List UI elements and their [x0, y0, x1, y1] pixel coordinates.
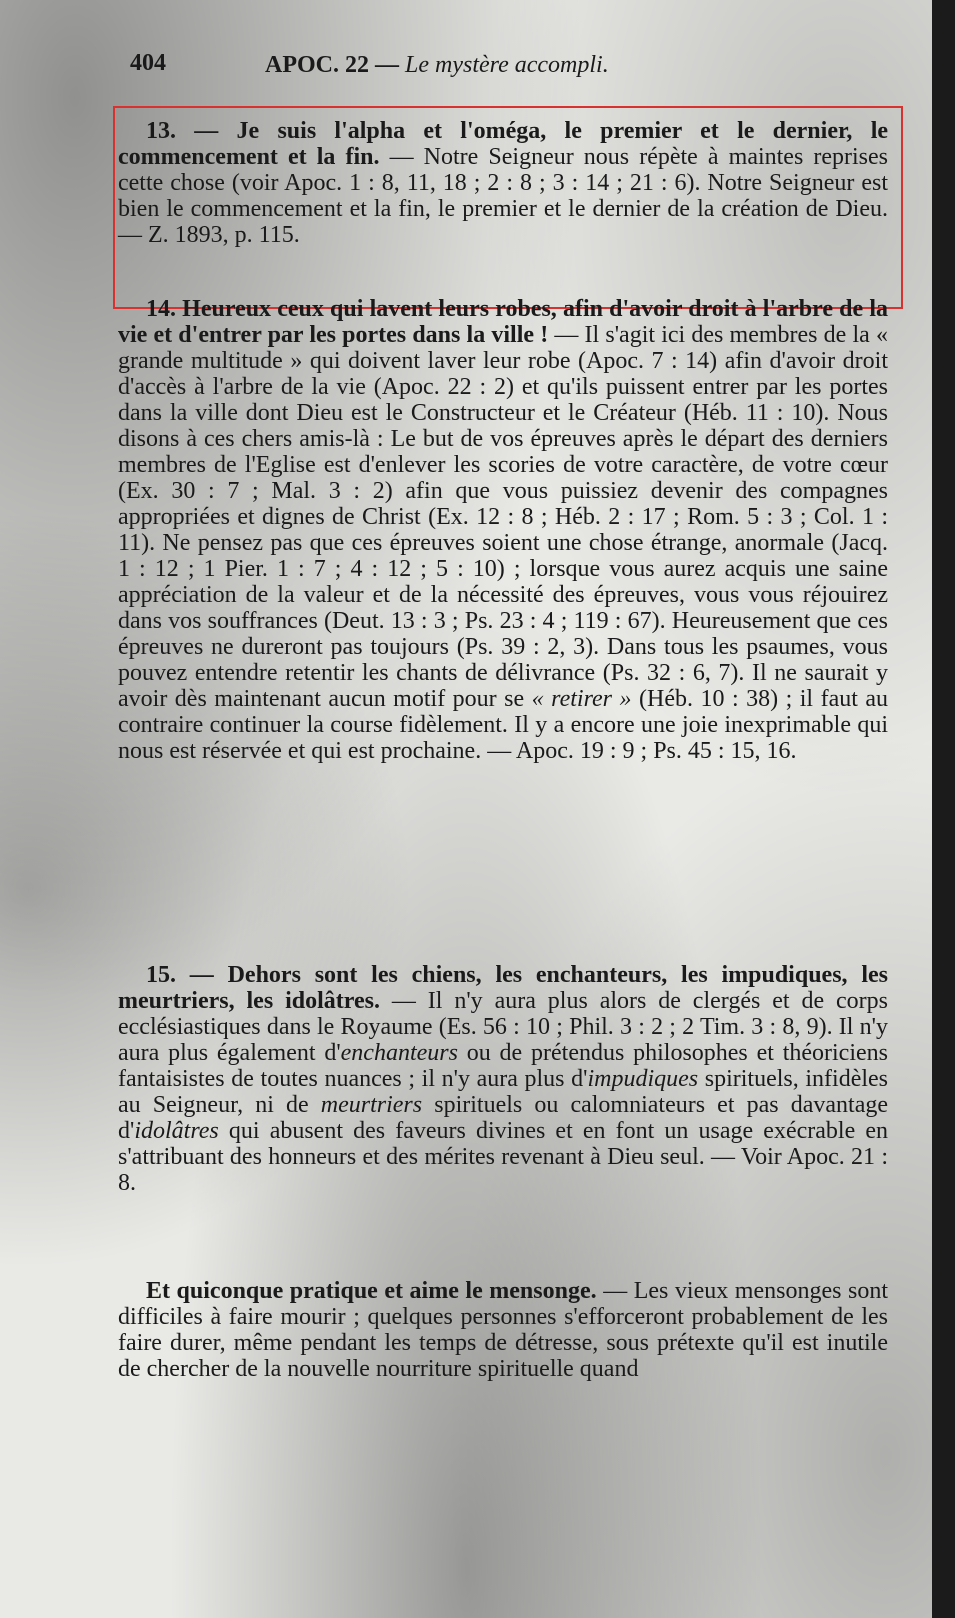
verse-13-heading: — Je suis l'alpha et l'oméga, le premier et le dernier, le commencement et la fin.	[118, 118, 889, 170]
verse-15-heading: — Dehors sont les chiens, les enchanteurs, les impudiques, les meurtriers, les idolâtres.	[118, 962, 888, 1014]
running-head-title: Le mystère accompli.	[405, 52, 609, 78]
running-head-chapter: APOC. 22 —	[265, 52, 399, 78]
final-text: — Les vieux mensonges sont difficiles à faire mourir ; quelques personnes s'efforceront probablement de les faire durer, même pendant les temps de détresse, sous prétexte qu'il est inutile de chercher de la nouvelle nourriture spirituelle quand	[118, 1278, 889, 1382]
verse-13-number: 13.	[146, 118, 176, 144]
page-header	[130, 50, 872, 90]
verse-14-number: 14.	[146, 296, 176, 322]
final-heading: Et quiconque pratique et aime le mensonge.	[146, 1278, 597, 1304]
verse-13-paragraph	[118, 118, 888, 248]
verse-15-text-2: ou de prétendus philosophes et théoriciens fantaisistes de toutes nuances ; il n'y aura plus d'	[118, 1040, 888, 1092]
verse-14-paragraph	[118, 296, 888, 764]
verse-15-enchanteurs: enchanteurs	[340, 1040, 458, 1066]
verse-15-number: 15.	[146, 962, 176, 988]
verse-15-paragraph	[118, 962, 888, 1196]
verse-15-text-1: — Il n'y aura plus alors de clergés et de corps ecclésiastiques dans le Royaume (Es. 56 : 10 ; Phil. 3 : 2 ; 2 Tim. 3 : 8, 9). Il n'y aura plus également d'	[118, 988, 888, 1066]
running-head	[265, 52, 609, 79]
verse-14-heading: Heureux ceux qui lavent leurs robes, afin d'avoir droit à l'arbre de la vie et d'entrer par les portes dans la ville !	[118, 296, 888, 348]
verse-15-text-5: qui abusent des faveurs divines et en font un usage exécrable en s'attribuant des honneurs et des mérites revenant à Dieu seul. — Voir Apoc. 21 : 8.	[118, 1118, 888, 1196]
verse-13-text: — Notre Seigneur nous répète à maintes reprises cette chose (voir Apoc. 1 : 8, 11, 18 ; 2 : 8 ; 3 : 14 ; 21 : 6). Notre Seigneur est bien le commencement et la fin, le premier et le dernier de la création de Dieu. — Z. 1893, p. 115.	[118, 144, 889, 248]
verse-15-impudiques: impudiques	[587, 1066, 699, 1092]
final-paragraph	[118, 1278, 888, 1382]
verse-14-text: — Il s'agit ici des membres de la « grande multitude » qui doivent laver leur robe (Apoc. 7 : 14) afin d'avoir droit d'accès à l'arbre de la vie (Apoc. 22 : 2) et qu'ils puissent entrer par les portes dans la ville dont Dieu est le Constructeur et le Créateur (Héb. 11 : 10). Nous disons à ces chers amis-là : Le but de vos épreuves après le départ des derniers membres de l'Eglise est d'enlever les scories de votre caractère, de votre cœur (Ex. 30 : 7 ; Mal. 3 : 2) afin que vous puissiez devenir des compagnes appropriées et dignes de Christ (Ex. 12 : 8 ; Héb. 2 : 17 ; Rom. 5 : 3 ; Col. 1 : 11). Ne pensez pas que ces épreuves soient une chose étrange, anormale (Jacq. 1 : 12 ; 1 Pier. 1 : 7 ; 4 : 12 ; 5 : 10) ; lorsque vous aurez acquis une saine appréciation de la valeur et de la nécessité des épreuves, vous vous réjouirez dans vos souffrances (Deut. 13 : 3 ; Ps. 23 : 4 ; 119 : 67). Heureusement que ces épreuves ne dureront pas toujours (Ps. 39 : 2, 3). Dans tous les psaumes, vous pouvez entendre retentir les chants de délivrance (Ps. 32 : 6, 7). Il ne saurait y avoir dès maintenant aucun motif pour se	[118, 322, 889, 712]
verse-14-text-after: (Héb. 10 : 38) ; il faut au contraire continuer la course fidèlement. Il y a encore une joie inexprimable qui nous est réservée et qui est prochaine. — Apoc. 19 : 9 ; Ps. 45 : 15, 16.	[118, 686, 889, 764]
verse-15-meurtriers: meurtriers	[320, 1092, 423, 1118]
verse-15-text-3: spirituels, infidèles au Seigneur, ni de	[118, 1066, 889, 1118]
page-number: 404	[130, 50, 166, 76]
verse-15-text-4: spirituels ou calomniateurs et pas davantage d'	[118, 1092, 888, 1144]
verse-14-retirer: « retirer »	[531, 686, 632, 712]
verse-15-idolatres: idolâtres	[134, 1118, 219, 1144]
